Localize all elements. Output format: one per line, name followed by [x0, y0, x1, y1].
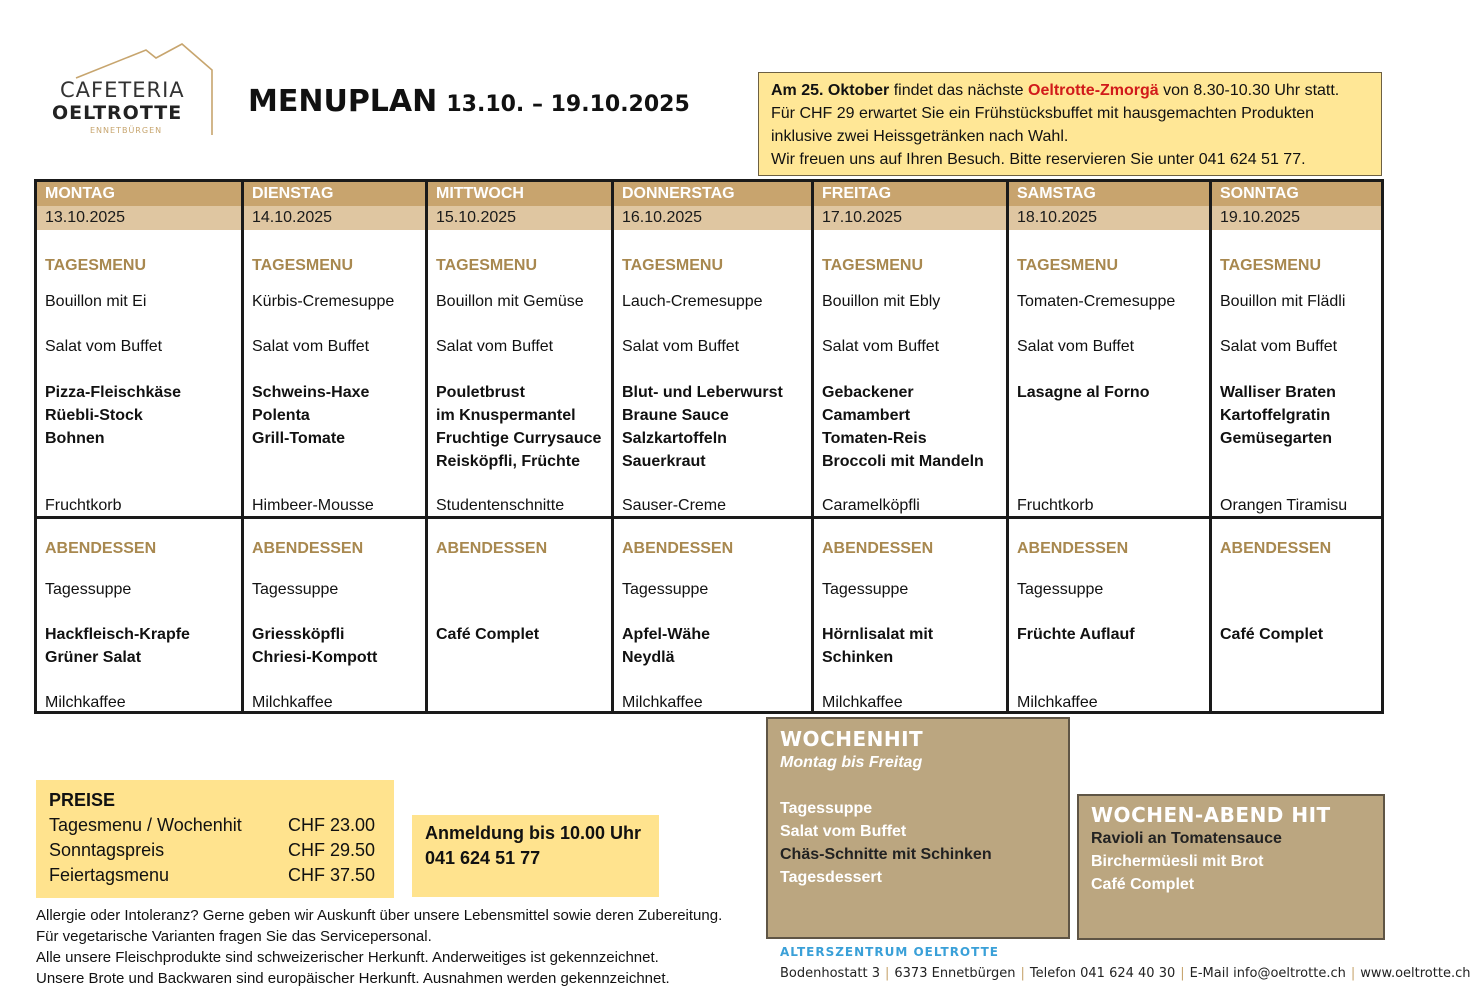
lunch-label: TAGESMENU	[45, 257, 147, 274]
lunch-label: TAGESMENU	[1017, 257, 1119, 274]
title-range: 13.10. – 19.10.2025	[446, 92, 690, 117]
dinner-soup: Tagessuppe	[252, 581, 339, 598]
dinner-drink: Milchkaffee	[45, 694, 126, 711]
wochenhit-item: Tagesdessert	[780, 869, 882, 886]
day-column	[241, 182, 425, 711]
abendhit-box	[1077, 794, 1385, 940]
dinner-soup: Tagessuppe	[45, 581, 132, 598]
title-main: MENUPLAN	[248, 84, 438, 119]
day-date: 16.10.2025	[614, 206, 811, 230]
dinner-main-line: Schinken	[822, 649, 894, 666]
dinner-label: ABENDESSEN	[622, 540, 734, 557]
dinner-soup: Tagessuppe	[1017, 581, 1104, 598]
registration-deadline: Anmeldung bis 10.00 Uhr	[425, 823, 642, 843]
dinner-main-line: Chriesi-Kompott	[252, 649, 378, 666]
lunch-salad: Salat vom Buffet	[822, 338, 940, 355]
lunch-dessert: Caramelköpfli	[822, 497, 920, 514]
wochenhit-title: WOCHENHIT	[780, 727, 924, 751]
lunch-main-line: Gebackener	[822, 384, 914, 401]
dinner-main-line: Grüner Salat	[45, 649, 142, 666]
dinner-main-line: Hackfleisch-Krapfe	[45, 626, 190, 643]
lunch-main-line: Bohnen	[45, 430, 105, 447]
note-line: Für vegetarische Varianten fragen Sie das Servicepersonal.	[36, 928, 432, 945]
day-name: SAMSTAG	[1009, 182, 1209, 206]
logo	[48, 40, 218, 140]
footer-phone: Telefon 041 624 40 30	[1029, 966, 1176, 981]
lunch-main-line: Grill-Tomate	[252, 430, 346, 447]
wochenhit-item: Chäs-Schnitte mit Schinken	[780, 846, 992, 863]
price-label: Sonntagspreis	[49, 840, 165, 860]
price-value: CHF 29.50	[288, 840, 376, 860]
lunch-main-line: Rüebli-Stock	[45, 407, 143, 424]
prices-title: PREISE	[49, 790, 116, 810]
day-date: 17.10.2025	[814, 206, 1006, 230]
lunch-salad: Salat vom Buffet	[45, 338, 163, 355]
lunch-main-line: Camambert	[822, 407, 911, 424]
note-line: Alle unsere Fleischprodukte sind schweizerischer Herkunft. Anderweitiges ist gekennzeichnet.	[36, 949, 659, 966]
day-column	[37, 182, 241, 711]
dinner-drink: Milchkaffee	[622, 694, 703, 711]
allergy-notes	[36, 905, 722, 989]
price-value: CHF 37.50	[288, 865, 376, 885]
price-row	[49, 863, 394, 888]
day-name: DONNERSTAG	[614, 182, 811, 206]
dinner-main-line: Griessköpfli	[252, 626, 345, 643]
notice-event: Oeltrotte-Zmorgä	[1028, 82, 1159, 99]
zmorga-notice	[758, 72, 1382, 176]
lunch-label: TAGESMENU	[1220, 257, 1322, 274]
lunch-main-line: Walliser Braten	[1220, 384, 1336, 401]
dinner-label: ABENDESSEN	[1220, 540, 1332, 557]
dinner-drink: Milchkaffee	[1017, 694, 1098, 711]
prices-box	[36, 780, 394, 898]
lunch-dessert: Sauser-Creme	[622, 497, 727, 514]
logo-line1: CAFETERIA	[60, 78, 185, 102]
wochenhit-item: Salat vom Buffet	[780, 823, 907, 840]
lunch-soup: Bouillon mit Ei	[45, 293, 147, 310]
day-column	[1209, 182, 1381, 711]
dinner-main-line: Apfel-Wähe	[622, 626, 710, 643]
day-column	[611, 182, 811, 711]
price-label: Feiertagsmenu	[49, 865, 170, 885]
lunch-salad: Salat vom Buffet	[622, 338, 740, 355]
abendhit-title: WOCHEN-ABEND HIT	[1091, 803, 1331, 827]
day-column	[1006, 182, 1209, 711]
lunch-label: TAGESMENU	[252, 257, 354, 274]
menu-grid	[34, 179, 1384, 714]
dinner-label: ABENDESSEN	[45, 540, 157, 557]
price-row	[49, 813, 394, 838]
abendhit-item: Ravioli an Tomatensauce	[1091, 830, 1282, 847]
price-label: Tagesmenu / Wochenhit	[49, 815, 242, 835]
footer-town: 6373 Ennetbürgen	[894, 966, 1016, 981]
dinner-main-line: Früchte Auflauf	[1017, 626, 1135, 643]
lunch-dessert: Fruchtkorb	[1017, 497, 1094, 514]
lunch-main-line: Fruchtige Currysauce	[436, 430, 602, 447]
footer-email[interactable]: E-Mail info@oeltrotte.ch	[1189, 966, 1346, 981]
lunch-salad: Salat vom Buffet	[1220, 338, 1338, 355]
price-value: CHF 23.00	[288, 815, 376, 835]
dinner-soup: Tagessuppe	[622, 581, 709, 598]
abendhit-item: Birchermüesli mit Brot	[1091, 853, 1264, 870]
lunch-soup: Bouillon mit Gemüse	[436, 293, 584, 310]
lunch-dessert: Orangen Tiramisu	[1220, 497, 1348, 514]
lunch-salad: Salat vom Buffet	[252, 338, 370, 355]
logo-line2: OELTROTTE	[52, 102, 183, 124]
footer-address: Bodenhostatt 3	[780, 966, 880, 981]
footer-web[interactable]: www.oeltrotte.ch	[1360, 966, 1470, 981]
day-column	[425, 182, 611, 711]
lunch-label: TAGESMENU	[822, 257, 924, 274]
lunch-soup: Lauch-Cremesuppe	[622, 293, 763, 310]
lunch-soup: Kürbis-Cremesuppe	[252, 293, 395, 310]
wochenhit-box	[766, 717, 1070, 939]
dinner-label: ABENDESSEN	[1017, 540, 1129, 557]
lunch-dessert: Himbeer-Mousse	[252, 497, 374, 514]
lunch-soup: Bouillon mit Flädli	[1220, 293, 1346, 310]
note-line: Allergie oder Intoleranz? Gerne geben wir Auskunft über unsere Lebensmittel sowie deren Zubereitung.	[36, 907, 723, 924]
day-name: DIENSTAG	[244, 182, 425, 206]
notice-line4: Wir freuen uns auf Ihren Besuch. Bitte reservieren Sie unter 041 624 51 77.	[771, 151, 1306, 168]
lunch-main-line: Salzkartoffeln	[622, 430, 727, 447]
day-name: MITTWOCH	[428, 182, 611, 206]
dinner-drink: Milchkaffee	[252, 694, 333, 711]
logo-line3: ENNETBÜRGEN	[90, 126, 163, 135]
lunch-soup: Bouillon mit Ebly	[822, 293, 941, 310]
day-date: 18.10.2025	[1009, 206, 1209, 230]
day-name: MONTAG	[37, 182, 241, 206]
lunch-main-line: Braune Sauce	[622, 407, 729, 424]
lunch-main-line: Broccoli mit Mandeln	[822, 453, 984, 470]
dinner-main-line: Café Complet	[1220, 626, 1324, 643]
price-row	[49, 838, 394, 863]
day-name: SONNTAG	[1212, 182, 1381, 206]
wochenhit-item: Tagessuppe	[780, 800, 873, 817]
notice-text-b: von 8.30-10.30 Uhr statt.	[1158, 82, 1340, 99]
notice-line1	[771, 79, 1371, 102]
notice-date: Am 25. Oktober	[771, 82, 890, 99]
day-date: 19.10.2025	[1212, 206, 1381, 230]
dinner-label: ABENDESSEN	[252, 540, 364, 557]
lunch-main-line: Tomaten-Reis	[822, 430, 927, 447]
dinner-main-line: Café Complet	[436, 626, 540, 643]
registration-box	[412, 815, 659, 897]
lunch-main-line: Lasagne al Forno	[1017, 384, 1150, 401]
lunch-main-line: Gemüsegarten	[1220, 430, 1333, 447]
day-date: 14.10.2025	[244, 206, 425, 230]
lunch-dessert: Fruchtkorb	[45, 497, 122, 514]
lunch-dessert: Studentenschnitte	[436, 497, 565, 514]
notice-line3: inklusive zwei Heissgetränken nach Wahl.	[771, 128, 1069, 145]
lunch-main-line: Sauerkraut	[622, 453, 706, 470]
lunch-main-line: Blut- und Leberwurst	[622, 384, 783, 401]
registration-phone: 041 624 51 77	[425, 848, 541, 868]
dinner-main-line: Hörnlisalat mit	[822, 626, 934, 643]
lunch-label: TAGESMENU	[436, 257, 538, 274]
lunch-main-line: Polenta	[252, 407, 310, 424]
dinner-label: ABENDESSEN	[436, 540, 548, 557]
notice-text-a: findet das nächste	[889, 82, 1029, 99]
footer-org: ALTERSZENTRUM OELTROTTE	[780, 945, 999, 959]
day-column	[811, 182, 1006, 711]
lunch-main-line: Reisköpfli, Früchte	[436, 453, 581, 470]
lunch-soup: Tomaten-Cremesuppe	[1017, 293, 1176, 310]
day-date: 13.10.2025	[37, 206, 241, 230]
lunch-salad: Salat vom Buffet	[436, 338, 554, 355]
footer-contact: Bodenhostatt 3 | 6373 Ennetbürgen | Telefon 041 624 40 30 | E-Mail info@oeltrotte.ch | www.oeltrotte.ch	[780, 966, 1470, 981]
lunch-main-line: Schweins-Haxe	[252, 384, 370, 401]
lunch-main-line: Pouletbrust	[436, 384, 525, 401]
lunch-main-line: im Knuspermantel	[436, 407, 576, 424]
abendhit-item: Café Complet	[1091, 876, 1195, 893]
lunch-salad: Salat vom Buffet	[1017, 338, 1135, 355]
day-name: FREITAG	[814, 182, 1006, 206]
dinner-drink: Milchkaffee	[822, 694, 903, 711]
dinner-soup: Tagessuppe	[822, 581, 909, 598]
dinner-main-line: Neydlä	[622, 649, 675, 666]
lunch-label: TAGESMENU	[622, 257, 724, 274]
lunch-main-line: Pizza-Fleischkäse	[45, 384, 182, 401]
page-title	[248, 84, 690, 119]
lunch-main-line: Kartoffelgratin	[1220, 407, 1331, 424]
notice-line2: Für CHF 29 erwartet Sie ein Frühstücksbuffet mit hausgemachten Produkten	[771, 105, 1315, 122]
dinner-label: ABENDESSEN	[822, 540, 934, 557]
wochenhit-subtitle: Montag bis Freitag	[780, 754, 923, 771]
day-date: 15.10.2025	[428, 206, 611, 230]
note-line: Unsere Brote und Backwaren sind europäischer Herkunft. Ausnahmen werden gekennzeichnet.	[36, 970, 670, 987]
